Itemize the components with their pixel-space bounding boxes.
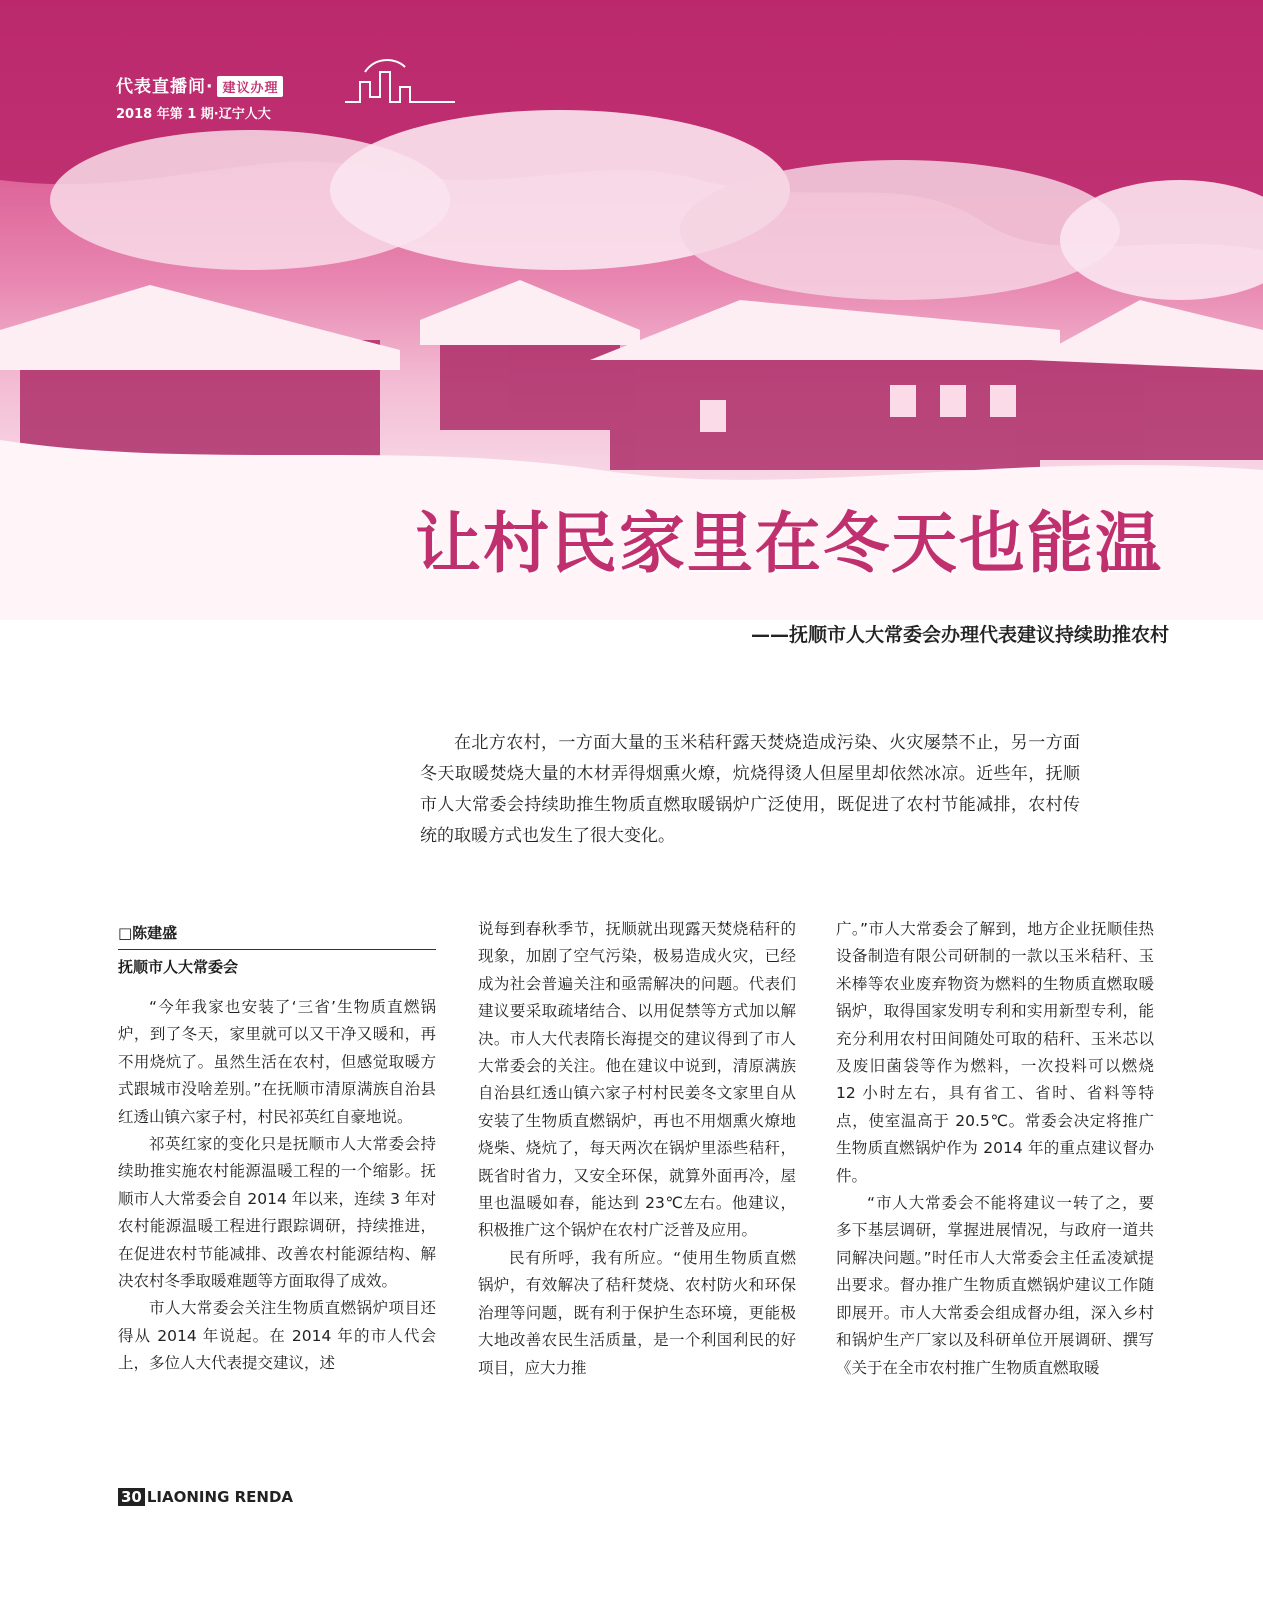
article-title: 让村民家里在冬天也能温: [415, 505, 1163, 582]
paragraph: “今年我家也安装了‘三省’生物质直燃锅炉，到了冬天，家里就可以又干净又暖和，再不用烧炕了。虽然生活在农村，但感觉取暖方式跟城市没啥差别。”在抚顺市清原满族自治县红透山镇六家子村，村民祁英红自豪地说。: [118, 998, 436, 1126]
author-affiliation: 抚顺市人大常委会: [118, 958, 239, 976]
author: □陈建盛: [118, 922, 436, 950]
body-column-2: [478, 916, 796, 1458]
column-tag: 建议办理: [217, 76, 283, 97]
lead-paragraph: 在北方农村，一方面大量的玉米秸秆露天焚烧造成污染、火灾屡禁不止，另一方面冬天取暖焚烧大量的木材弄得烟熏火燎，炕烧得烫人但屋里却依然冰凉。近些年，抚顺市人大常委会持续助推生物质直燃取暖锅炉广泛使用，既促进了农村节能减排，农村传统的取暖方式也发生了很大变化。: [420, 733, 1080, 846]
paragraph: 民有所呼，我有所应。“使用生物质直燃锅炉，有效解决了秸秆焚烧、农村防火和环保治理等问题，既有利于保护生态环境，更能极大地改善农民生活质量，是一个利国利民的好项目，应大力推: [478, 1248, 796, 1377]
publication-name: LIAONING RENDA: [146, 1488, 294, 1506]
body-column-3: [836, 916, 1154, 1458]
column-name: [116, 72, 283, 97]
paragraph: “市人大常委会不能将建议一转了之，要多下基层调研，掌握进展情况，与政府一道共同解决问题。”时任市人大常委会主任孟凌斌提出要求。督办推广生物质直燃锅炉建议工作随即展开。市人大常委会组成督办组，深入乡村和锅炉生产厂家以及科研单位开展调研、撰写《关于在全市农村推广生物质直燃取暖: [836, 1194, 1154, 1377]
column-header: [116, 72, 283, 122]
paragraph: 广。”市人大常委会了解到，地方企业抚顺佳热设备制造有限公司研制的一款以玉米秸秆、玉米棒等农业废弃物资为燃料的生物质直燃取暖锅炉，取得国家发明专利和实用新型专利，能充分利用农村田间随处可取的秸秆、玉米芯以及废旧菌袋等作为燃料，一次投料可以燃烧 12 小时左右，具有省工、省时、省料等特点，使室温高于 20.5℃。常委会决定将推广生物质直燃锅炉作为 2014 年的重点建议督办件。: [836, 920, 1154, 1185]
body-column-1: [118, 994, 436, 1456]
skyline-logo-icon: [340, 52, 460, 112]
byline: [118, 922, 436, 977]
page-footer: [118, 1488, 293, 1506]
article-subtitle: ——抚顺市人大常委会办理代表建议持续助推农村: [750, 624, 1169, 646]
issue-line: 2018 年第 1 期·辽宁人大: [116, 107, 271, 122]
page-number: 30: [118, 1488, 145, 1506]
paragraph: 说每到春秋季节，抚顺就出现露天焚烧秸秆的现象，加剧了空气污染，极易造成火灾，已经成为社会普遍关注和亟需解决的问题。代表们建议要采取疏堵结合、以用促禁等方式加以解决。市人大代表隋长海提交的建议得到了市人大常委会的关注。他在建议中说到，清原满族自治县红透山镇六家子村村民姜冬文家里自从安装了生物质直燃锅炉，再也不用烟熏火燎地烧柴、烧炕了，每天两次在锅炉里添些秸秆，既省时省力，又安全环保，就算外面再冷，屋里也温暖如春，能达到 23℃左右。他建议，积极推广这个锅炉在农村广泛普及应用。: [478, 920, 796, 1240]
column-name-text: 代表直播间·: [116, 77, 214, 97]
paragraph: 祁英红家的变化只是抚顺市人大常委会持续助推实施农村能源温暖工程的一个缩影。抚顺市人大常委会自 2014 年以来，连续 3 年对农村能源温暖工程进行跟踪调研，持续推进，在促进农村节能减排、改善农村能源结构、解决农村冬季取暖难题等方面取得了成效。: [118, 1135, 436, 1291]
paragraph: 市人大常委会关注生物质直燃锅炉项目还得从 2014 年说起。在 2014 年的市人代会上，多位人大代表提交建议，述: [118, 1299, 436, 1373]
